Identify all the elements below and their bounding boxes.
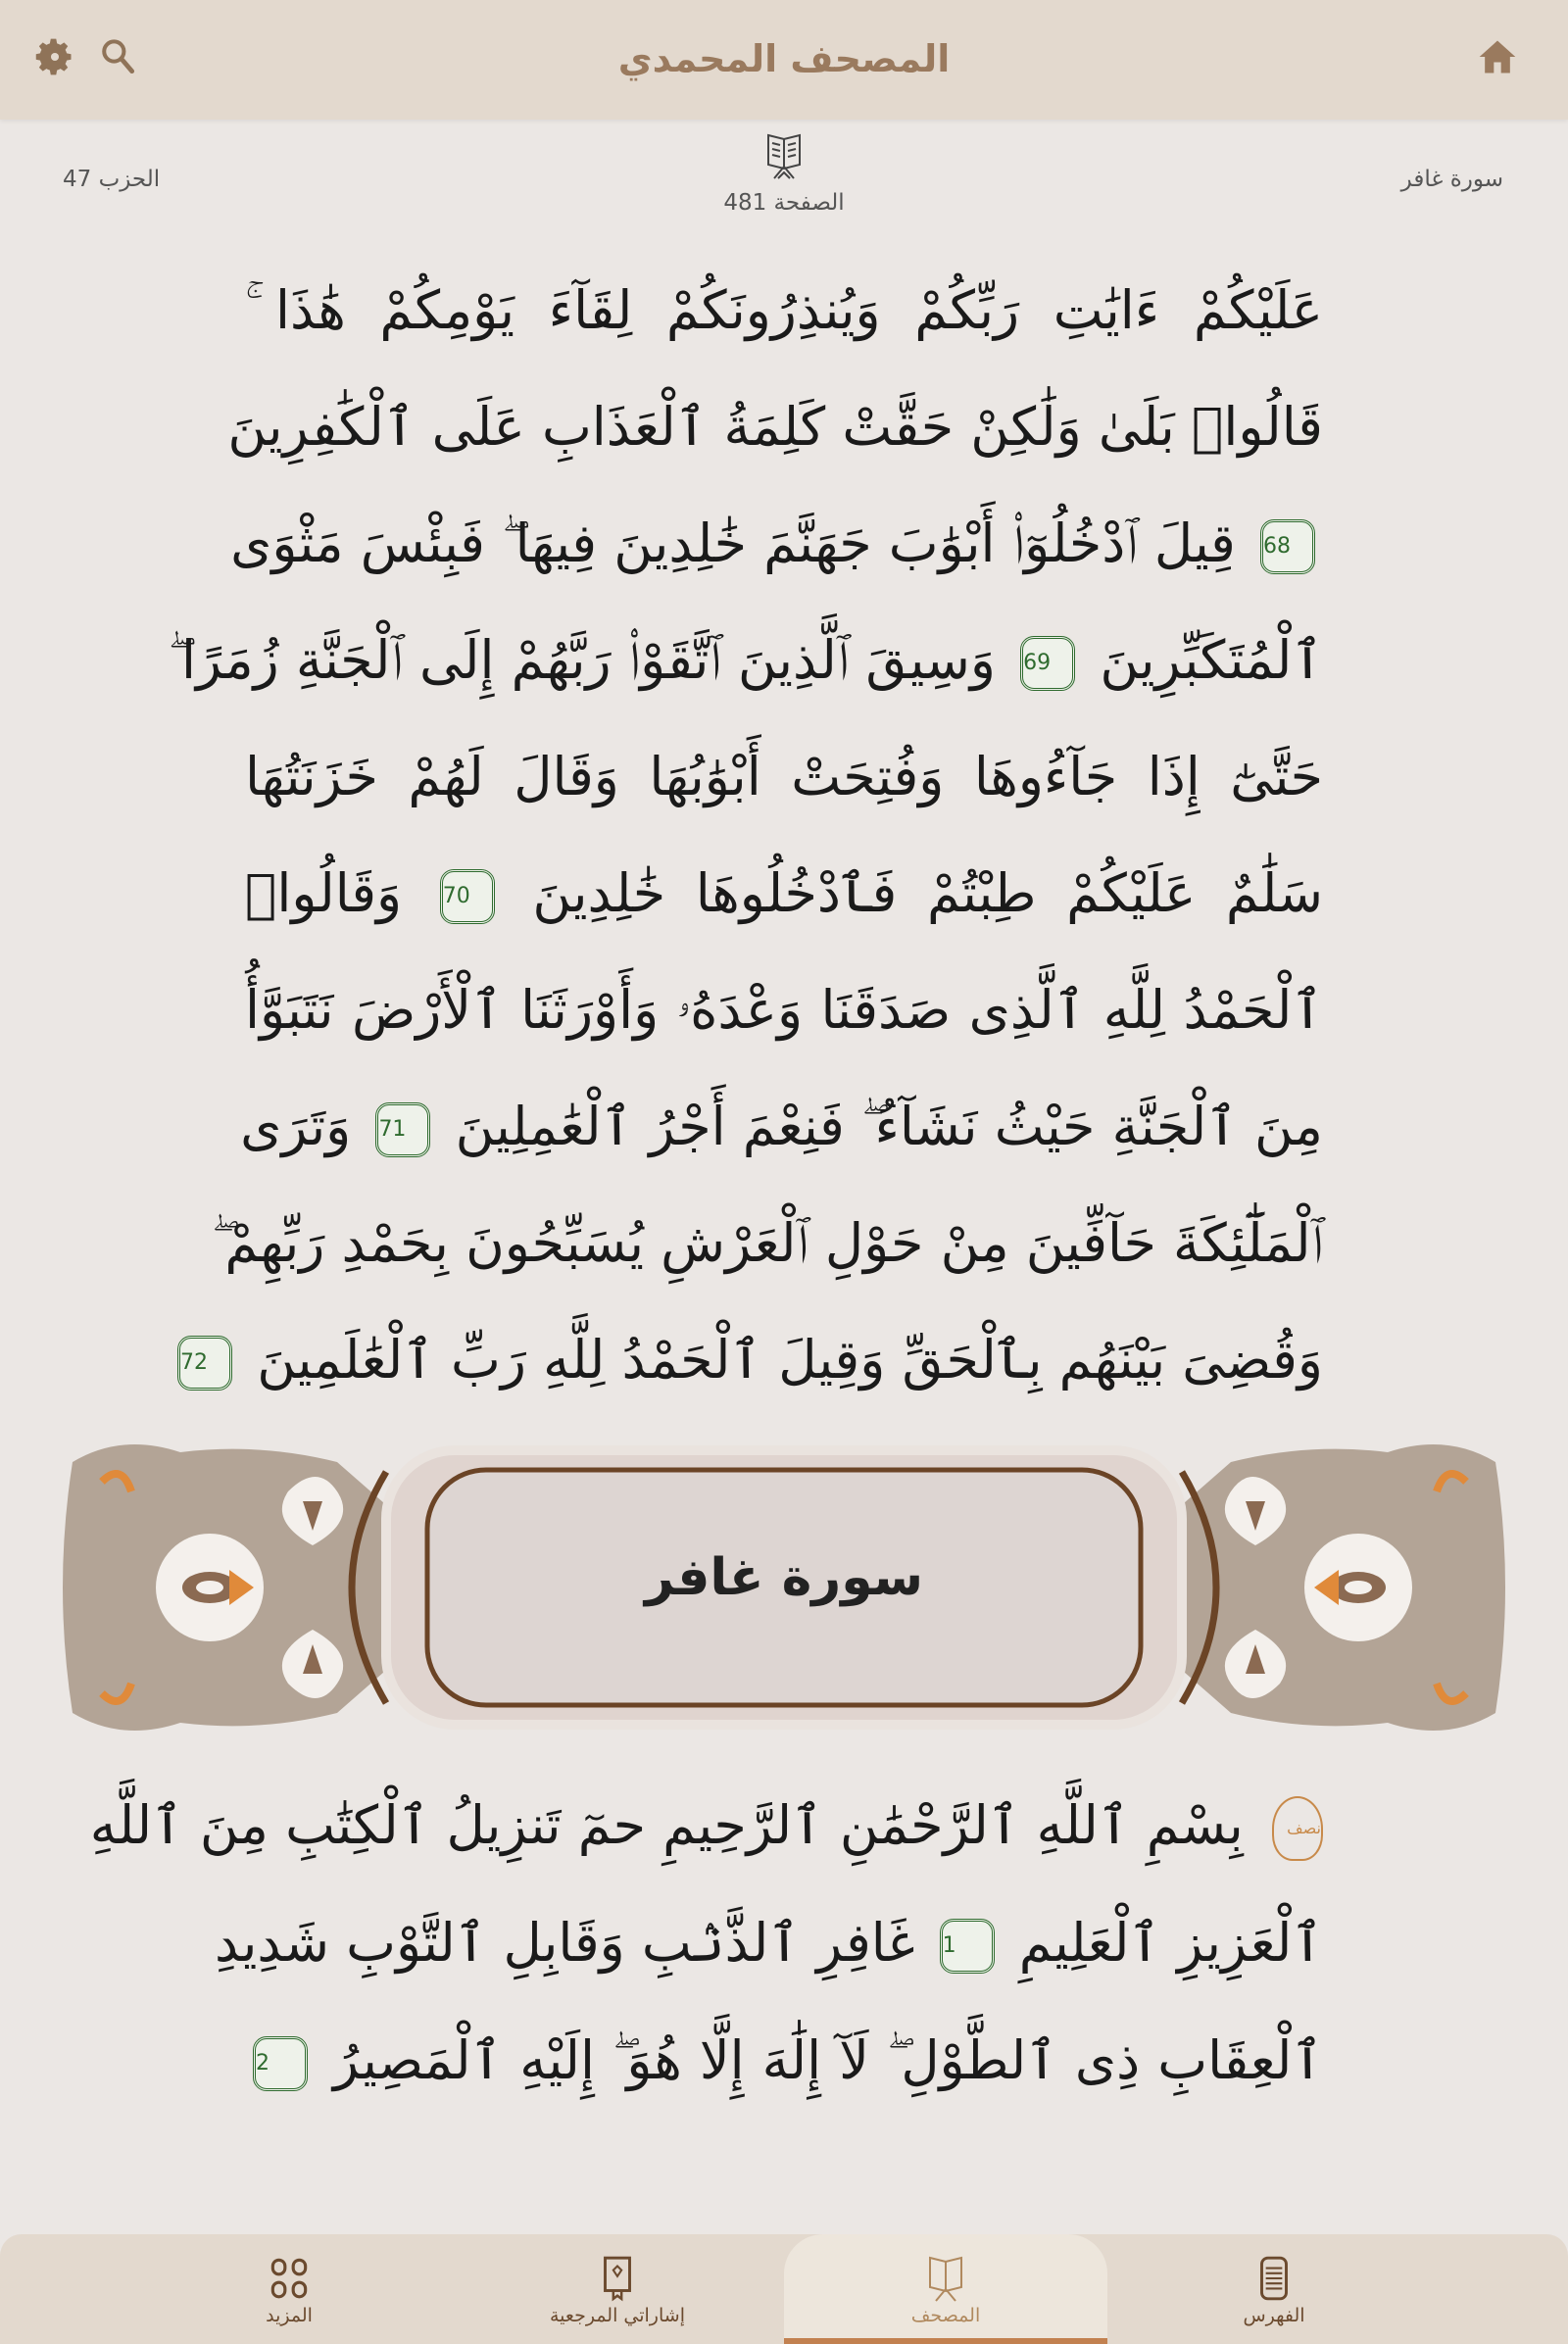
ayah-text[interactable]: ٱلْمَلَٰٓئِكَةَ حَآفِّينَ مِنْ حَوْلِ ٱلْعَرْشِ يُسَبِّحُونَ بِحَمْدِ رَبِّهِمْ ۖ xyxy=(211,1212,1323,1274)
ayah-text[interactable]: ٱلْعِقَابِ ذِى ٱلطَّوْلِ ۖ لَآ إِلَٰهَ إِلَّا هُوَ ۖ إِلَيْهِ ٱلْمَصِيرُ xyxy=(316,2029,1323,2091)
ayah-text[interactable]: حَتَّىٰٓ إِذَا جَآءُوهَا وَفُتِحَتْ أَبْوَٰبُهَا وَقَالَ لَهُمْ خَزَنَتُهَا xyxy=(245,746,1323,807)
ayah-number-marker[interactable]: 68 xyxy=(1260,519,1315,574)
ayah-number-marker[interactable]: 72 xyxy=(177,1336,232,1391)
mushaf-icon xyxy=(921,2254,970,2303)
ayah-number-marker[interactable]: 1 xyxy=(940,1919,995,1974)
surah-name: سورة غافر xyxy=(1400,167,1503,192)
quran-line xyxy=(245,257,1323,365)
tab-more-label: المزيد xyxy=(266,2305,313,2326)
surah-header-banner xyxy=(63,1433,1505,1742)
mushaf-stand-icon xyxy=(762,131,806,184)
ayah-text[interactable]: ٱلْمُتَكَبِّرِينَ xyxy=(1083,629,1323,691)
quran-line xyxy=(215,1889,1323,1997)
surah-banner-title: سورة غافر xyxy=(645,1548,923,1607)
ayah-text[interactable]: قَالُوا۟ بَلَىٰ وَلَٰكِنْ حَقَّتْ كَلِمَةُ ٱلْعَذَابِ عَلَى ٱلْكَٰفِرِينَ xyxy=(227,396,1323,458)
tab-mushaf-label: المصحف xyxy=(910,2305,981,2326)
quran-line xyxy=(230,490,1323,598)
tab-index[interactable] xyxy=(1112,2234,1436,2344)
quran-line xyxy=(168,607,1323,714)
ayah-number-marker[interactable]: 2 xyxy=(253,2036,308,2091)
quran-line xyxy=(227,373,1323,481)
quran-line xyxy=(89,1772,1323,1880)
tab-index-label: الفهرس xyxy=(1243,2305,1305,2326)
top-bar xyxy=(0,0,1568,120)
ayah-text[interactable]: وَتَرَى xyxy=(240,1096,368,1157)
quran-line xyxy=(245,840,1323,948)
ayah-text[interactable]: بِسْمِ ٱللَّهِ ٱلرَّحْمَٰنِ ٱلرَّحِيمِ حمٓ تَنزِيلُ ٱلْكِتَٰبِ مِنَ ٱللَّهِ xyxy=(89,1794,1260,1856)
bottom-tab-bar xyxy=(0,2234,1568,2344)
grid-more-icon xyxy=(265,2254,314,2303)
ayah-text[interactable]: عَلَيْكُمْ ءَايَٰتِ رَبِّكُمْ وَيُنذِرُونَكُمْ لِقَآءَ يَوْمِكُمْ هَٰذَا ۚ xyxy=(245,279,1323,341)
index-list-icon xyxy=(1250,2254,1298,2303)
ayah-text[interactable]: مِنَ ٱلْجَنَّةِ حَيْثُ نَشَآءُ ۖ فَنِعْمَ أَجْرُ ٱلْعَٰمِلِينَ xyxy=(438,1096,1323,1157)
quran-line xyxy=(245,2007,1323,2115)
tab-more[interactable] xyxy=(127,2234,451,2344)
quran-line xyxy=(240,1073,1323,1181)
ayah-text[interactable]: وَقَالُوا۟ xyxy=(245,862,432,924)
ayah-text[interactable]: ٱلْعَزِيزِ ٱلْعَلِيمِ xyxy=(1002,1912,1323,1974)
tab-bookmarks-label: إشاراتي المرجعية xyxy=(550,2305,685,2326)
hizb-number: الحزب 47 xyxy=(63,167,161,192)
quran-line xyxy=(211,1190,1323,1297)
hizb-half-marker-icon: نصف xyxy=(1272,1796,1323,1861)
ayah-number-marker[interactable]: 69 xyxy=(1020,636,1075,691)
ayah-text[interactable]: غَافِرِ ٱلذَّنۢبِ وَقَابِلِ ٱلتَّوْبِ شَدِيدِ xyxy=(215,1912,932,1974)
quran-line xyxy=(180,1306,1323,1414)
tab-bookmarks[interactable] xyxy=(456,2234,779,2344)
app-title: المصحف المحمدي xyxy=(617,37,951,80)
bookmark-book-icon xyxy=(593,2254,642,2303)
ayah-text[interactable]: وَقُضِىَ بَيْنَهُم بِٱلْحَقِّ وَقِيلَ ٱلْحَمْدُ لِلَّهِ رَبِّ ٱلْعَٰلَمِينَ xyxy=(240,1329,1323,1391)
quran-line xyxy=(245,723,1323,831)
page-number: الصفحة 481 xyxy=(723,190,845,216)
home-icon[interactable] xyxy=(1476,35,1519,78)
quran-line xyxy=(245,956,1323,1064)
ayah-text[interactable]: ٱلْحَمْدُ لِلَّهِ ٱلَّذِى صَدَقَنَا وَعْدَهُۥ وَأَوْرَثَنَا ٱلْأَرْضَ نَتَبَوَّأُ xyxy=(245,979,1323,1041)
ayah-text[interactable]: وَسِيقَ ٱلَّذِينَ ٱتَّقَوْا۟ رَبَّهُمْ إِلَى ٱلْجَنَّةِ زُمَرًا ۖ xyxy=(168,629,1013,691)
ayah-number-marker[interactable]: 70 xyxy=(440,869,495,924)
tab-mushaf[interactable] xyxy=(784,2234,1107,2344)
ayah-text[interactable]: سَلَٰمٌ عَلَيْكُمْ طِبْتُمْ فَٱدْخُلُوهَا خَٰلِدِينَ xyxy=(502,862,1323,924)
ayah-text[interactable]: قِيلَ ٱدْخُلُوٓا۟ أَبْوَٰبَ جَهَنَّمَ خَٰلِدِينَ فِيهَا ۖ فَبِئْسَ مَثْوَى xyxy=(230,513,1252,574)
ayah-number-marker[interactable]: 71 xyxy=(375,1102,430,1157)
active-tab-indicator xyxy=(784,2338,1107,2344)
